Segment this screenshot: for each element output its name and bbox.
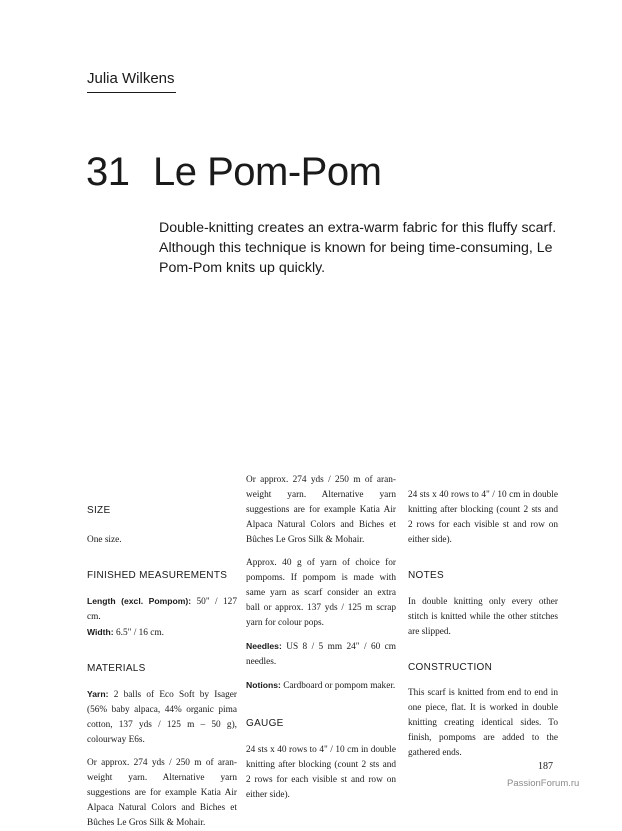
size-text: One size. (87, 535, 122, 545)
column-2 (246, 475, 396, 800)
yarn-line (87, 687, 237, 748)
construction-heading: CONSTRUCTION (408, 662, 493, 673)
watermark: PassionForum.ru (507, 778, 580, 789)
notes-text: In double knitting only every other stitch is knitted while the other stitches are slipped. (408, 597, 558, 637)
construction-text: This scarf is knitted from end to end in one piece, flat. It is worked in double knitting creating identical sides. To finish, pompoms are added to the gathered ends. (408, 688, 558, 758)
author-name: Julia Wilkens (87, 70, 175, 87)
gauge-text: 24 sts x 40 rows to 4" / 10 cm in double knitting after blocking (count 2 sts and 2 rows for each visible st and row on either side). (246, 745, 396, 800)
length-value: 50" / 127 cm. (87, 597, 237, 622)
pattern-number: 31 (86, 150, 130, 194)
notions-label: Notions: (246, 680, 281, 690)
pattern-title (86, 150, 381, 195)
alternative-yarn-continued (246, 475, 396, 548)
length-line (87, 594, 237, 625)
column-1 (87, 503, 238, 828)
needles-text: US 8 / 5 mm 24" / 60 cm needles. (246, 642, 396, 667)
notions-text: Cardboard or pompom maker. (283, 681, 396, 691)
gauge-heading: GAUGE (246, 718, 284, 729)
alternative-yarn-text: Or approx. 274 yds / 250 m of aran-weight yarn. Alternative yarn suggestions are for example Katia Air Alpaca Natural Colors and Biches et Bûches Le Gros Silk & Mohair. (87, 758, 237, 828)
width-label: Width: (87, 627, 114, 637)
width-value: 6.5" / 16 cm. (115, 628, 164, 638)
width-line (87, 625, 237, 641)
yarn-label: Yarn: (87, 689, 109, 699)
column-3 (408, 490, 558, 761)
pompom-yarn-text: Approx. 40 g of yarn of choice for pompoms. If pompom is made with same yarn as scarf consider an extra ball or approx. 137 yds / 125 m scrap yarn for colour pops. (246, 558, 396, 628)
gauge-continued-text: 24 sts x 40 rows to 4" / 10 cm in double knitting after blocking (count 2 sts and 2 rows for each visible st and row on either side). (408, 490, 558, 545)
gauge-continued (408, 490, 558, 548)
intro-paragraph: Double-knitting creates an extra-warm fabric for this fluffy scarf. Although this technique is known for being time-consuming, Le Pom-Pom knits up quickly. (159, 220, 557, 276)
materials-heading: MATERIALS (87, 663, 146, 674)
finished-heading: FINISHED MEASUREMENTS (87, 570, 228, 581)
notes-heading: NOTES (408, 570, 444, 581)
needles-label: Needles: (246, 641, 282, 651)
alternative-yarn-continued-text: Or approx. 274 yds / 250 m of aran-weight yarn. Alternative yarn suggestions are for example Katia Air Alpaca Natural Colors and Biches et Bûches Le Gros Silk & Mohair. (246, 475, 396, 545)
pattern-name: Le Pom-Pom (153, 150, 382, 194)
notions-line (246, 678, 396, 694)
yarn-text: 2 balls of Eco Soft by Isager (56% baby alpaca, 44% organic pima cotton, 137 yds / 125 m – 50 g), colourway E6s. (87, 690, 238, 745)
page-number: 187 (538, 761, 553, 772)
length-label: Length (excl. Pompom): (87, 596, 192, 606)
size-heading: SIZE (87, 505, 111, 516)
author-underline (87, 92, 176, 93)
needles-line (246, 639, 396, 670)
